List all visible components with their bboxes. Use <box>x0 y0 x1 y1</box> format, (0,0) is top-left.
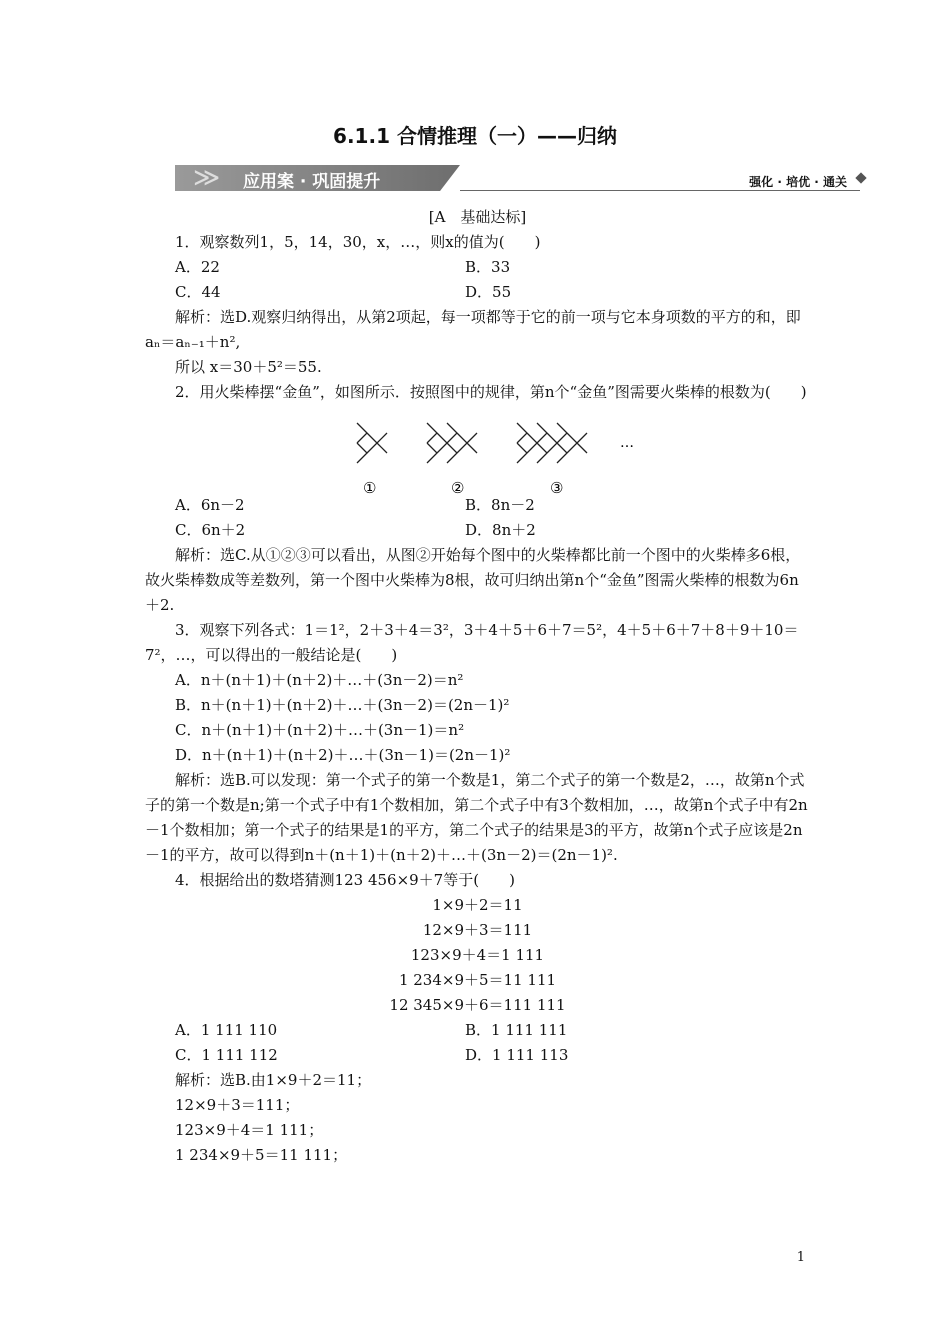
tower-line: 123×9＋4＝1 111 <box>410 946 545 964</box>
figure-label-3: ③ <box>550 479 564 497</box>
banner-right-label: 强化 · 培优 · 通关 <box>749 175 847 189</box>
goldfish-figure <box>145 413 810 497</box>
page-title: 6.1.1 合情推理（一）——归纳 <box>333 124 617 148</box>
tower-line: 1 234×9＋5＝11 111 <box>398 971 557 989</box>
q4-solution-line: 1 234×9＋5＝11 111； <box>175 1146 348 1164</box>
q3-option-b: B．n＋(n＋1)＋(n＋2)＋…＋(3n－2)＝(2n－1)² <box>175 696 510 714</box>
option: D．1 111 113 <box>465 1046 569 1064</box>
q1-stem: 1．观察数列1，5，14，30，x，…，则x的值为( ) <box>175 233 541 251</box>
q1-options-row1 <box>145 255 810 280</box>
goldfish-diagram <box>145 413 810 498</box>
chevron-right-icon: ≫ <box>193 163 211 193</box>
option: C．6n＋2 <box>175 521 246 539</box>
option: C．44 <box>175 283 221 301</box>
document-body <box>145 205 810 1168</box>
option: B．8n－2 <box>465 496 535 514</box>
q1-solution-cont: 所以 x＝30＋5²＝55. <box>175 358 322 376</box>
q3-option-c: C．n＋(n＋1)＋(n＋2)＋…＋(3n－1)＝n² <box>175 721 465 739</box>
tower-line: 12 345×9＋6＝111 111 <box>389 996 566 1014</box>
figure-label-2: ② <box>451 479 465 497</box>
q2-solution: 解析：选C.从①②③可以看出，从图②开始每个图中的火柴棒都比前一个图中的火柴棒多6根，故火柴棒数成等差数列，第一个图中火柴棒为8根，故可归纳出第n个“金鱼”图需火柴棒的根数为6n＋2. <box>145 546 801 614</box>
figure-label-1: ① <box>363 479 377 497</box>
banner-left-label: 应用案 · 巩固提升 <box>243 172 381 192</box>
q3-option-a: A．n＋(n＋1)＋(n＋2)＋…＋(3n－2)＝n² <box>175 671 464 689</box>
q2-options-row2 <box>145 518 810 543</box>
option: A．1 111 110 <box>175 1021 278 1039</box>
q2-stem: 2．用火柴棒摆“金鱼”，如图所示．按照图中的规律，第n个“金鱼”图需要火柴棒的根数为( ) <box>175 383 807 401</box>
figure-ellipsis: … <box>620 435 634 451</box>
option: B．33 <box>465 258 511 276</box>
option: A．6n－2 <box>175 496 245 514</box>
option: C．1 111 112 <box>175 1046 278 1064</box>
tower-line: 12×9＋3＝111 <box>422 921 533 939</box>
number-tower <box>145 893 810 1018</box>
q4-options-row2 <box>145 1043 810 1068</box>
option: A．22 <box>175 258 220 276</box>
tower-line: 1×9＋2＝11 <box>432 896 523 914</box>
q3-stem: 3．观察下列各式：1＝1²，2＋3＋4＝3²，3＋4＋5＋6＋7＝5²，4＋5＋6＋7＋8＋9＋10＝7²，…，可以得出的一般结论是( ) <box>145 621 799 664</box>
option: B．1 111 111 <box>465 1021 568 1039</box>
q1-solution: 解析：选D.观察归纳得出，从第2项起，每一项都等于它的前一项与它本身项数的平方的和，即 aₙ＝aₙ₋₁＋n², <box>145 308 801 351</box>
q3-solution: 解析：选B.可以发现：第一个式子的第一个数是1，第二个式子的第一个数是2，…，故第n个式子的第一个数是n;第一个式子中有1个数相加，第二个式子中有3个数相加，…，故第n个式子中有2n－1个数相加；第一个式子的结果是1的平方，第二个式子的结果是3的平方，故第n个式子应该是2n－1的平方，故可以得到n＋(n＋1)＋(n＋2)＋…＋(3n－2)＝(2n－1)². <box>145 771 808 864</box>
option: D．55 <box>465 283 512 301</box>
banner-divider <box>460 190 860 191</box>
page-number: 1 <box>796 1250 805 1265</box>
section-heading: [A 基础达标] <box>428 208 527 226</box>
q4-options-row1 <box>145 1018 810 1043</box>
q4-solution: 解析：选B.由1×9＋2＝11； <box>175 1071 372 1089</box>
q1-options-row2 <box>145 280 810 305</box>
q3-option-d: D．n＋(n＋1)＋(n＋2)＋…＋(3n－1)＝(2n－1)² <box>175 746 511 764</box>
option: D．8n＋2 <box>465 521 536 539</box>
q4-solution-line: 123×9＋4＝1 111； <box>175 1121 324 1139</box>
section-banner <box>175 163 865 193</box>
diamond-icon <box>855 172 866 183</box>
q4-solution-line: 12×9＋3＝111； <box>175 1096 300 1114</box>
q4-stem: 4．根据给出的数塔猜测123 456×9＋7等于( ) <box>175 871 515 889</box>
